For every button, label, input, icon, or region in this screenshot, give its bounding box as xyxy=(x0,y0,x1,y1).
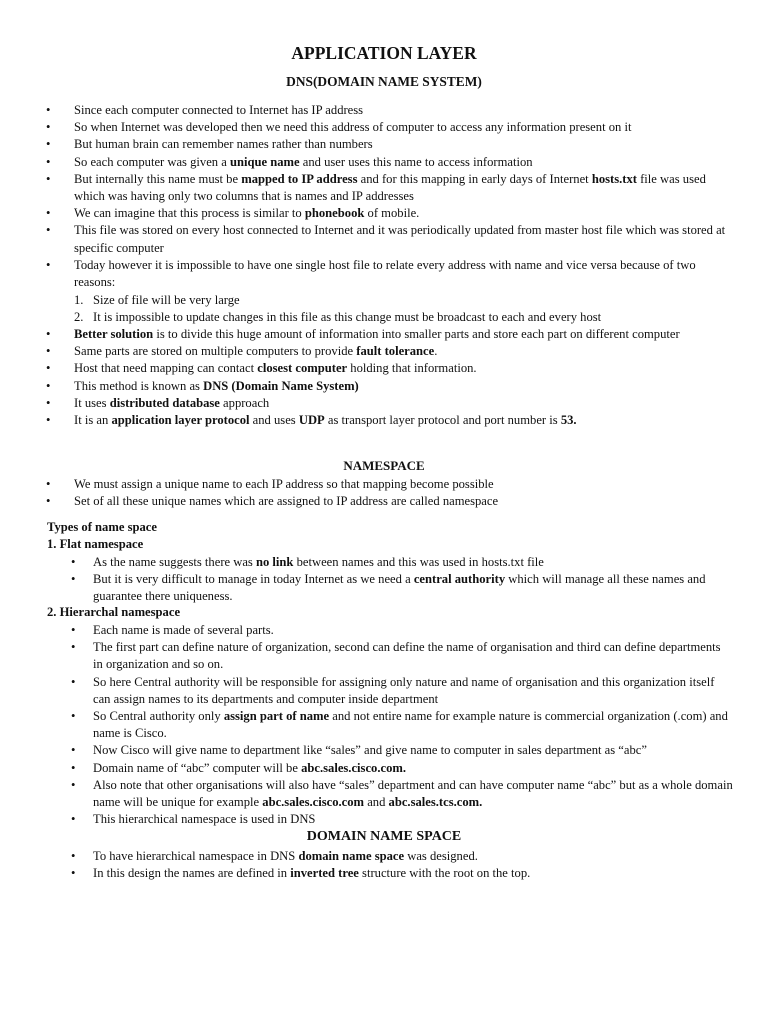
dns-bullet-list-2 xyxy=(74,326,738,429)
text-segment: We can imagine that this process is similar to xyxy=(74,206,305,221)
text-segment: But human brain can remember names rather than numbers xyxy=(74,137,373,152)
page-subtitle: DNS(DOMAIN NAME SYSTEM) xyxy=(286,74,482,89)
text-segment: So here Central authority will be responsible for assigning only nature and name of organisation and this organization itself can assign names to its departments and computer inside department xyxy=(93,674,715,706)
text-segment: It uses xyxy=(74,395,110,410)
bold-text: DNS (Domain Name System) xyxy=(203,378,359,393)
bold-text: inverted tree xyxy=(290,866,359,881)
bold-text: abc.sales.cisco.com. xyxy=(301,760,407,775)
text-segment: Today however it is impossible to have one single host file to relate every address with name and vice versa because of two reasons: xyxy=(74,257,696,290)
bullet-item xyxy=(93,639,733,673)
bold-text: UDP xyxy=(298,413,325,428)
dns-bullet-list xyxy=(74,102,738,291)
bullet-item xyxy=(93,742,733,759)
text-segment: holding that information. xyxy=(347,361,477,376)
bullet-item xyxy=(93,811,733,828)
types-heading: Types of name space xyxy=(47,520,157,534)
bold-text: assign part of name xyxy=(223,709,330,724)
text-segment: Same parts are stored on multiple computers to provide xyxy=(74,344,357,359)
bold-text: Better solution xyxy=(74,327,154,341)
bullet-item xyxy=(74,395,738,412)
text-segment: as transport layer protocol and port number is xyxy=(324,413,561,428)
bullet-item xyxy=(74,119,738,136)
bold-text: closest computer xyxy=(257,361,348,376)
numbered-item xyxy=(74,292,733,309)
text-segment: of mobile. xyxy=(364,206,420,221)
hierarchal-namespace-heading: 2. Hierarchal namespace xyxy=(47,605,181,619)
text-segment: and uses xyxy=(249,413,299,428)
reasons-list xyxy=(74,292,733,326)
bold-text: application layer protocol xyxy=(111,413,250,428)
bold-text: hosts.txt xyxy=(591,171,637,186)
bold-text: domain name space xyxy=(298,849,405,863)
text-segment: file was used which was having only two columns that is names and IP addresses xyxy=(74,171,706,204)
page-title: APPLICATION LAYER xyxy=(291,43,477,63)
bold-text: unique name xyxy=(229,154,300,169)
bullet-item xyxy=(74,222,738,256)
bold-text: distributed database xyxy=(109,395,220,410)
hierarchal-bullet-list xyxy=(93,622,733,828)
bullet-item xyxy=(74,171,738,205)
bullet-item xyxy=(74,343,738,360)
text-segment: Each name is made of several parts. xyxy=(93,623,274,637)
text-segment: We must assign a unique name to each IP address so that mapping become possible xyxy=(74,477,494,491)
text-segment: structure with the root on the top. xyxy=(358,866,531,881)
bullet-item xyxy=(93,777,733,811)
bullet-item xyxy=(93,760,733,777)
domain-name-space-heading: DOMAIN NAME SPACE xyxy=(306,829,462,844)
text-segment: So Central authority only xyxy=(93,709,224,724)
item-number: 1. xyxy=(74,293,84,307)
bullet-item xyxy=(74,412,738,429)
bold-text: abc.sales.cisco.com xyxy=(262,795,365,810)
text-segment: So when Internet was developed then we need this address of computer to access any information present on it xyxy=(74,120,632,135)
bullet-item xyxy=(93,865,733,882)
text-segment: Domain name of “abc” computer will be xyxy=(93,760,302,775)
flat-bullet-list xyxy=(93,554,733,606)
text-segment: The first part can define nature of organization, second can define the name of organisation and third can define departments in organization and so on. xyxy=(93,640,721,672)
text-segment: As the name suggests there was xyxy=(93,555,256,569)
text-segment: To have hierarchical namespace in DNS xyxy=(93,849,299,863)
bullet-item xyxy=(93,571,733,605)
bullet-item xyxy=(74,360,738,377)
bold-text: central authority xyxy=(413,572,506,587)
text-segment: approach xyxy=(219,395,270,410)
flat-namespace-heading: 1. Flat namespace xyxy=(47,537,144,551)
bullet-item xyxy=(74,257,738,291)
numbered-item xyxy=(74,309,733,326)
bullet-item xyxy=(74,205,738,222)
bullet-item xyxy=(74,493,738,510)
bullet-item xyxy=(93,708,733,742)
bullet-item xyxy=(93,674,733,708)
bullet-item xyxy=(93,848,733,865)
text-segment: and user uses this name to access information xyxy=(299,154,533,169)
bullet-item xyxy=(74,102,738,119)
text-segment: Now Cisco will give name to department like “sales” and give name to computer in sales department as “abc” xyxy=(93,743,647,758)
bold-text: 53. xyxy=(560,413,577,428)
text-segment: In this design the names are defined in xyxy=(93,866,291,881)
text-segment: between names and this was used in hosts.txt file xyxy=(293,555,544,569)
text-segment: So each computer was given a xyxy=(74,154,230,169)
bold-text: abc.sales.tcs.com. xyxy=(388,795,483,810)
text-segment: Host that need mapping can contact xyxy=(74,361,258,376)
text-segment: is to divide this huge amount of information into smaller parts and store each part on different computer xyxy=(153,327,680,341)
text-segment: Also note that other organisations will also have “sales” department and can have computer name “abc” but as a whole domain name will be unique for example xyxy=(93,777,733,810)
item-number: 2. xyxy=(74,310,84,325)
text-segment: But it is very difficult to manage in today Internet as we need a xyxy=(93,572,414,587)
text-segment: Set of all these unique names which are assigned to IP address are called namespace xyxy=(74,494,499,509)
text-segment: and for this mapping in early days of Internet xyxy=(357,171,592,186)
bullet-item xyxy=(74,154,738,171)
bold-text: mapped to IP address xyxy=(241,171,358,186)
bullet-item xyxy=(93,622,733,639)
item-text: Size of file will be very large xyxy=(93,293,240,307)
text-segment: . xyxy=(434,344,438,359)
text-segment: This file was stored on every host connected to Internet and it was periodically updated from master host file which was stored at specific computer xyxy=(74,223,726,255)
text-segment: It is an xyxy=(74,413,112,428)
bullet-item xyxy=(74,136,738,153)
bullet-item xyxy=(74,326,738,343)
bold-text: no link xyxy=(255,555,294,569)
namespace-heading: NAMESPACE xyxy=(343,458,425,473)
bold-text: fault tolerance xyxy=(356,344,435,359)
text-segment: which will manage all these names and guarantee there uniqueness. xyxy=(93,572,706,604)
bullet-item xyxy=(93,554,733,571)
domain-name-space-bullet-list xyxy=(93,848,733,882)
text-segment: But internally this name must be xyxy=(74,171,242,186)
text-segment: This method is known as xyxy=(74,378,204,393)
bullet-item xyxy=(74,476,738,493)
text-segment: Since each computer connected to Internet has IP address xyxy=(74,103,364,117)
bold-text: phonebook xyxy=(304,206,365,221)
text-segment: This hierarchical namespace is used in DNS xyxy=(93,812,316,827)
item-text: It is impossible to update changes in this file as this change must be broadcast to each and every host xyxy=(93,310,602,325)
namespace-bullet-list xyxy=(74,476,738,510)
text-segment: and not entire name for example nature is commercial organization (.com) and name is Cisco. xyxy=(93,709,728,741)
text-segment: and xyxy=(364,795,389,810)
text-segment: was designed. xyxy=(404,849,478,863)
bullet-item xyxy=(74,378,738,395)
